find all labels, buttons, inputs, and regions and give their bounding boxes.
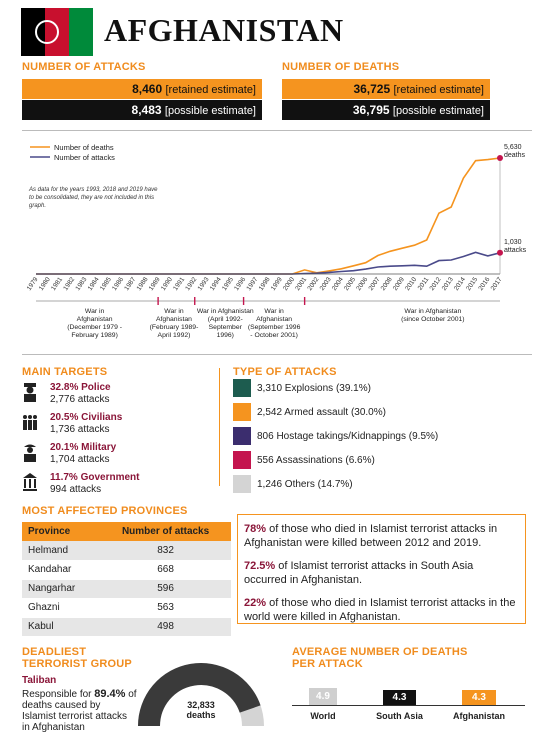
- x-tick-label: 1995: [220, 276, 236, 292]
- x-tick-label: 1989: [147, 276, 162, 292]
- fact-item: [244, 596, 519, 624]
- deaths-retained-bar: [282, 79, 490, 99]
- average-title-line2: PER ATTACK: [292, 658, 363, 670]
- emblem-icon: [35, 20, 59, 44]
- x-tick-label: 2015: [465, 276, 480, 292]
- table-row: [22, 579, 231, 598]
- deaths-possible-label: [possible estimate]: [392, 105, 484, 117]
- war-label: War in Afghanistan (February 1989- April 1992)War in Afghanistan (February 1989-April 1992): [149, 308, 199, 339]
- main-targets-list: [22, 382, 212, 502]
- avg-southasia-label: South Asia: [376, 711, 423, 721]
- x-tick-label: 1980: [37, 276, 52, 292]
- x-tick-label: 2011: [416, 276, 431, 292]
- police-icon: [22, 382, 38, 402]
- target-item: [22, 442, 212, 466]
- fact-text: of Islamist terrorist attacks in South Asia occurred in Afghanistan.: [244, 560, 474, 586]
- deaths-attacks-line-chart: [22, 131, 532, 356]
- chart-container: [22, 130, 532, 355]
- x-tick-label: 1982: [62, 276, 77, 292]
- types-title: TYPE OF ATTACKS: [233, 366, 337, 378]
- avg-world-value: 4.9: [316, 691, 330, 702]
- deadliest-title-line2: TERRORIST GROUP: [22, 658, 132, 670]
- target-item: [22, 472, 212, 496]
- table-row: [22, 617, 231, 636]
- target-item: [22, 382, 212, 406]
- gauge-value: 32,833: [187, 700, 215, 710]
- types-list: [233, 379, 533, 499]
- x-tick-label: 2008: [379, 276, 394, 292]
- fact-item: [244, 522, 519, 550]
- province-name: Kandahar: [22, 560, 100, 579]
- avg-world-label: World: [310, 711, 336, 721]
- fact-highlight: 22%: [244, 597, 267, 609]
- x-tick-label: 1997: [245, 276, 260, 292]
- fact-highlight: 78%: [244, 523, 267, 535]
- col-attacks: Number of attacks: [100, 522, 231, 541]
- fact-highlight: 72.5%: [244, 560, 276, 572]
- x-tick-label: 1984: [86, 276, 101, 292]
- target-item: [22, 412, 212, 436]
- provinces-title: MOST AFFECTED PROVINCES: [22, 505, 188, 517]
- x-tick-label: 2007: [367, 276, 382, 292]
- type-item: [233, 403, 533, 421]
- x-tick-label: 2002: [306, 276, 321, 292]
- x-tick-label: 1985: [98, 276, 113, 292]
- gauge-unit: deaths: [186, 710, 216, 720]
- x-tick-label: 1986: [111, 276, 126, 292]
- war-label: War in Afghanistan (since October 2001)War in Afghanistan (since October 2001): [401, 308, 465, 323]
- x-tick-label: 1988: [135, 276, 150, 292]
- civilians-icon: [22, 412, 38, 432]
- target-pct: 20.1% Military: [50, 442, 117, 453]
- attacks-retained-value: 8,460: [132, 82, 163, 96]
- x-tick-label: 2013: [440, 276, 455, 292]
- col-province: Province: [22, 522, 100, 541]
- war-label: War in Afghanistan (April 1992- September 1996)War in Afghanistan (April 1992-September 1996): [196, 308, 254, 339]
- x-tick-label: 2001: [294, 276, 309, 292]
- deadliest-title: [22, 646, 132, 670]
- type-label: 2,542 Armed assault (30.0%): [257, 406, 386, 418]
- x-tick-label: 2012: [428, 276, 443, 292]
- end-value-label: 1,030: [504, 238, 522, 246]
- x-tick-label: 1987: [123, 276, 138, 292]
- attacks-retained-label: [retained estimate]: [165, 84, 256, 96]
- deaths-title: NUMBER OF DEATHS: [282, 61, 400, 73]
- province-name: Ghazni: [22, 598, 100, 617]
- x-tick-label: 1983: [74, 276, 89, 292]
- attacks-possible-value: 8,483: [131, 103, 162, 117]
- fact-text: of those who died in Islamist terrorist attacks in Afghanistan were killed between 2012 and 2019.: [244, 523, 498, 549]
- table-row: [22, 541, 231, 560]
- avg-afghanistan-value: 4.3: [472, 692, 486, 703]
- x-tick-label: 2016: [477, 276, 492, 292]
- target-count: 994 attacks: [50, 484, 102, 495]
- legend-label: Number of deaths: [54, 143, 114, 152]
- attacks-possible-bar: [22, 100, 262, 120]
- facts-box: [237, 514, 526, 624]
- deadliest-group: Taliban: [22, 675, 57, 686]
- avg-southasia-value: 4.3: [392, 692, 407, 703]
- province-value: 832: [100, 541, 231, 560]
- type-label: 806 Hostage takings/Kidnappings (9.5%): [257, 430, 439, 442]
- end-value-label: 5,630: [504, 144, 522, 151]
- deaths-possible-bar: [282, 100, 490, 120]
- type-label: 556 Assassinations (6.6%): [257, 454, 375, 466]
- table-row: [22, 560, 231, 579]
- main-targets-title: MAIN TARGETS: [22, 366, 108, 378]
- end-unit-label: deaths: [504, 152, 526, 159]
- assassination-icon: [233, 451, 251, 469]
- x-tick-label: 1999: [269, 276, 284, 292]
- x-tick-label: 2009: [391, 276, 406, 292]
- chart-note: As data for the years 1993, 2018 and 2019 have to be consolidated, they are not included in this graph.: [29, 187, 158, 209]
- page-title: AFGHANISTAN: [104, 12, 344, 48]
- legend-label: Number of attacks: [54, 153, 115, 162]
- province-value: 498: [100, 617, 231, 636]
- series-line: [36, 252, 500, 274]
- type-label: 1,246 Others (14.7%): [257, 478, 353, 490]
- x-tick-label: 1996: [233, 276, 248, 292]
- attacks-retained-bar: [22, 79, 262, 99]
- provinces-table-wrap: [22, 522, 231, 637]
- target-count: 1,704 attacks: [50, 454, 110, 465]
- x-tick-label: 2017: [489, 276, 504, 292]
- x-tick-label: 1981: [50, 276, 65, 292]
- deadliest-title-line1: DEADLIEST: [22, 646, 87, 658]
- province-value: 596: [100, 579, 231, 598]
- deadliest-text-after: of deaths caused by Islamist terrorist attacks in Afghanistan: [22, 689, 137, 733]
- average-baseline: [292, 705, 525, 706]
- avg-afghanistan-label: Afghanistan: [452, 711, 505, 721]
- avg-southasia-bar: [383, 690, 416, 705]
- province-value: 563: [100, 598, 231, 617]
- type-item: [233, 451, 533, 469]
- end-point-marker: [497, 155, 503, 161]
- province-name: Kabul: [22, 617, 100, 636]
- target-count: 1,736 attacks: [50, 424, 110, 435]
- end-unit-label: attacks: [504, 246, 527, 254]
- attacks-possible-label: [possible estimate]: [164, 105, 256, 117]
- avg-world-bar: [309, 688, 337, 705]
- deaths-retained-label: [retained estimate]: [393, 84, 484, 96]
- fact-text: of those who died in Islamist terrorist attacks in the world were killed in Afghanistan.: [244, 597, 516, 623]
- war-label: War in Afghanistan (December 1979 - February 1989)War in Afghanistan (December 1979 -February 1989): [67, 308, 123, 339]
- provinces-table: [22, 522, 231, 637]
- gauge-label: [171, 700, 231, 720]
- x-tick-label: 2000: [282, 276, 297, 292]
- x-tick-label: 1990: [159, 276, 174, 292]
- type-item: [233, 475, 533, 493]
- explosion-icon: [233, 379, 251, 397]
- government-icon: [22, 472, 38, 492]
- avg-afghanistan-bar: [462, 690, 496, 705]
- gun-icon: [233, 403, 251, 421]
- military-icon: [22, 442, 38, 462]
- x-tick-label: 1993: [196, 276, 211, 292]
- x-tick-label: 2014: [452, 276, 468, 292]
- deaths-retained-value: 36,725: [353, 82, 391, 96]
- x-tick-label: 2004: [330, 276, 345, 292]
- x-tick-label: 2006: [355, 276, 370, 292]
- war-label: War in Afghanistan (September 1996 - October 2001)War in Afghanistan (September 1996 - October 2001): [247, 308, 301, 339]
- x-tick-label: 1979: [25, 276, 40, 292]
- province-name: Nangarhar: [22, 579, 100, 598]
- type-item: [233, 427, 533, 445]
- target-pct: 32.8% Police: [50, 382, 111, 393]
- average-title-line1: AVERAGE NUMBER OF DEATHS: [292, 646, 468, 658]
- hostage-icon: [233, 427, 251, 445]
- fact-item: [244, 559, 519, 587]
- deadliest-text-before: Responsible for: [22, 689, 95, 700]
- type-item: [233, 379, 533, 397]
- target-pct: 11.7% Government: [50, 472, 140, 483]
- x-tick-label: 1994: [208, 276, 223, 292]
- deaths-possible-value: 36,795: [352, 103, 390, 117]
- x-tick-label: 2003: [318, 276, 333, 292]
- target-pct: 20.5% Civilians: [50, 412, 123, 423]
- table-row: [22, 598, 231, 617]
- deadliest-pct: 89.4%: [94, 688, 126, 700]
- flag: [21, 8, 93, 56]
- province-value: 668: [100, 560, 231, 579]
- deadliest-text: [22, 689, 137, 733]
- x-tick-label: 2010: [404, 276, 419, 292]
- series-line: [36, 158, 500, 274]
- deadliest-gauge: [136, 652, 266, 743]
- type-label: 3,310 Explosions (39.1%): [257, 382, 371, 394]
- end-point-marker: [497, 250, 503, 256]
- x-tick-label: 2005: [343, 276, 358, 292]
- average-title: [292, 646, 468, 670]
- x-tick-label: 1992: [184, 276, 199, 292]
- province-name: Helmand: [22, 541, 100, 560]
- x-tick-label: 1991: [172, 276, 187, 292]
- others-icon: [233, 475, 251, 493]
- target-count: 2,776 attacks: [50, 394, 110, 405]
- x-tick-label: 1998: [257, 276, 272, 292]
- targets-divider: [219, 368, 220, 486]
- attacks-title: NUMBER OF ATTACKS: [22, 61, 146, 73]
